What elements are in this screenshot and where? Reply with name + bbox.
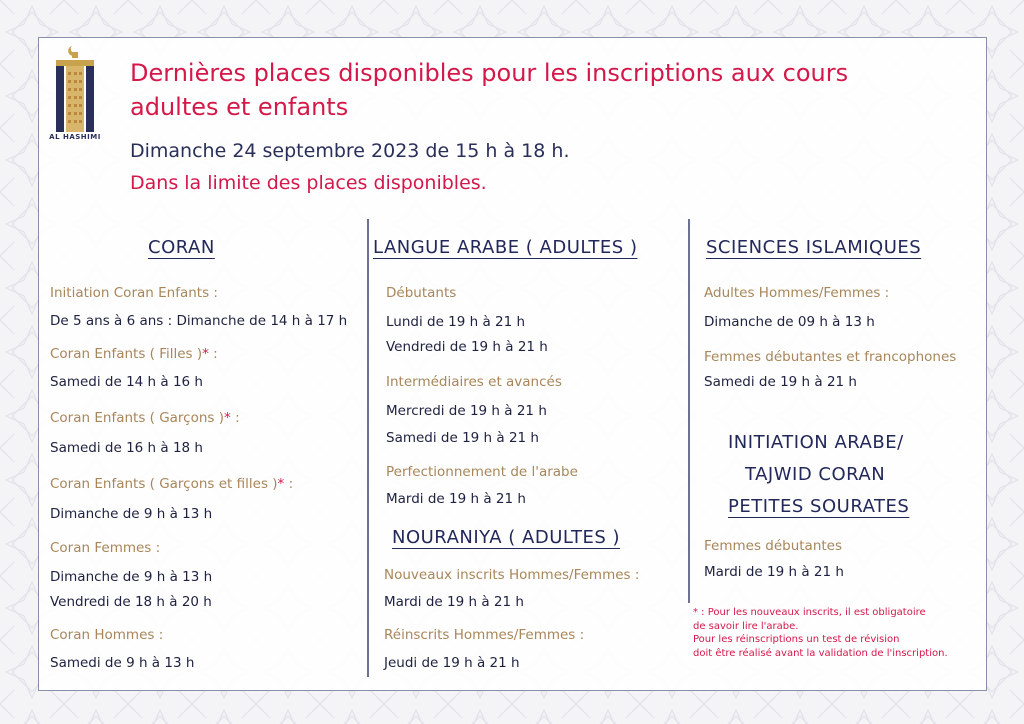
arabe-intermediaires-schedule-1: Mercredi de 19 h à 21 h xyxy=(386,403,547,419)
footnote xyxy=(693,606,948,660)
coran-heading: CORAN xyxy=(148,237,215,258)
page-title-line2: adultes et enfants xyxy=(130,93,349,121)
arabe-perfectionnement-schedule: Mardi de 19 h à 21 h xyxy=(386,491,526,507)
coran-femmes-schedule-2: Vendredi de 18 h à 20 h xyxy=(50,594,212,610)
arabe-heading: LANGUE ARABE ( ADULTES ) xyxy=(373,237,638,258)
coran-hommes-title: Coran Hommes : xyxy=(50,627,164,643)
initiation-heading-line2: TAJWID CORAN xyxy=(745,464,886,485)
arabe-intermediaires-schedule-2: Samedi de 19 h à 21 h xyxy=(386,430,539,446)
initiation-femmes-title: Femmes débutantes xyxy=(704,538,843,554)
coran-femmes-title: Coran Femmes : xyxy=(50,540,161,556)
sciences-adultes-schedule: Dimanche de 09 h à 13 h xyxy=(704,314,875,330)
arabe-debutants-title: Débutants xyxy=(386,285,457,301)
nouraniya-nouveaux-schedule: Mardi de 19 h à 21 h xyxy=(384,594,524,610)
sciences-adultes-title: Adultes Hommes/Femmes : xyxy=(704,285,890,301)
nouraniya-heading: NOURANIYA ( ADULTES ) xyxy=(392,527,620,548)
coran-filles-title: Coran Enfants ( Filles )* : xyxy=(50,346,218,362)
column-divider-left xyxy=(367,219,369,677)
initiation-heading-line3: PETITES SOURATES xyxy=(728,496,910,517)
initiation-femmes-schedule: Mardi de 19 h à 21 h xyxy=(704,564,844,580)
sciences-heading: SCIENCES ISLAMIQUES xyxy=(706,237,922,258)
sciences-femmes-title: Femmes débutantes et francophones xyxy=(704,349,957,365)
arabe-intermediaires-title: Intermédiaires et avancés xyxy=(386,374,562,390)
event-date: Dimanche 24 septembre 2023 de 15 h à 18 h. xyxy=(130,140,570,162)
coran-hommes-schedule: Samedi de 9 h à 13 h xyxy=(50,655,195,671)
logo-name: AL HASHIMI xyxy=(49,133,101,141)
arabe-debutants-schedule-2: Vendredi de 19 h à 21 h xyxy=(386,339,548,355)
limit-notice: Dans la limite des places disponibles. xyxy=(130,172,487,194)
coran-initiation-title: Initiation Coran Enfants : xyxy=(50,285,218,301)
nouraniya-reinscrits-title: Réinscrits Hommes/Femmes : xyxy=(384,627,585,643)
footnote-line-3: Pour les réinscriptions un test de révision xyxy=(693,634,900,645)
coran-garcons-schedule: Samedi de 16 h à 18 h xyxy=(50,440,203,456)
footnote-line-1: * : Pour les nouveaux inscrits, il est obligatoire xyxy=(693,607,926,618)
initiation-heading-line1: INITIATION ARABE/ xyxy=(728,432,904,453)
asterisk-mark: * xyxy=(202,346,209,362)
arabe-debutants-schedule-1: Lundi de 19 h à 21 h xyxy=(386,314,526,330)
coran-femmes-schedule-1: Dimanche de 9 h à 13 h xyxy=(50,569,213,585)
nouraniya-reinscrits-schedule: Jeudi de 19 h à 21 h xyxy=(384,655,520,671)
coran-initiation-schedule: De 5 ans à 6 ans : Dimanche de 14 h à 17 h xyxy=(50,313,348,329)
arabe-perfectionnement-title: Perfectionnement de l'arabe xyxy=(386,464,578,480)
sciences-femmes-schedule: Samedi de 19 h à 21 h xyxy=(704,374,857,390)
footnote-line-2: de savoir lire l'arabe. xyxy=(693,620,799,632)
coran-filles-schedule: Samedi de 14 h à 16 h xyxy=(50,374,203,390)
coran-mixte-title: Coran Enfants ( Garçons et filles )* : xyxy=(50,476,294,492)
asterisk-mark: * xyxy=(224,410,231,426)
coran-garcons-title: Coran Enfants ( Garçons )* : xyxy=(50,410,240,426)
column-divider-right xyxy=(688,219,690,603)
page-title-line1: Dernières places disponibles pour les inscriptions aux cours xyxy=(130,59,849,87)
asterisk-mark: * xyxy=(277,476,285,492)
coran-mixte-schedule: Dimanche de 9 h à 13 h xyxy=(50,506,213,522)
al-hashimi-logo xyxy=(52,42,98,146)
nouraniya-nouveaux-title: Nouveaux inscrits Hommes/Femmes : xyxy=(384,567,640,583)
footnote-line-4: doit être réalisé avant la validation de l'inscription. xyxy=(693,647,948,659)
